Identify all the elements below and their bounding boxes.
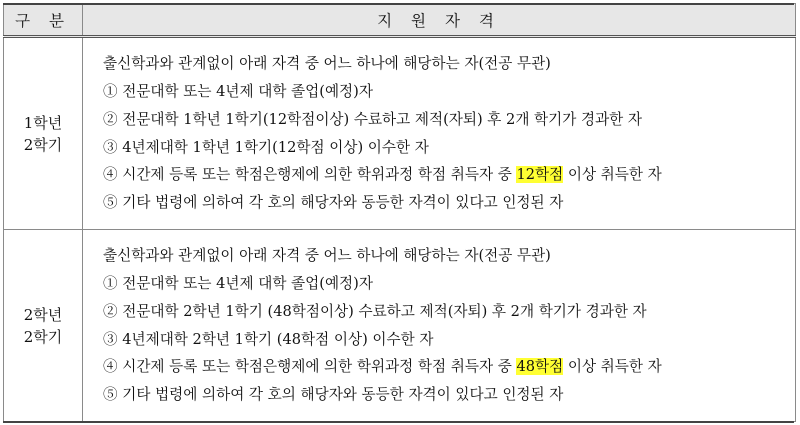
highlighted-credits: 48학점 xyxy=(516,358,564,376)
term-semester: 2학기 xyxy=(23,135,63,154)
term-cell xyxy=(4,37,83,230)
header-category: 구 분 xyxy=(4,4,83,37)
list-item: ③ 4년제대학 2학년 1학기 (48학점 이상) 이수한 자 xyxy=(103,330,434,348)
item-text: ④ 시간제 등록 또는 학점은행제에 의한 학위과정 학점 취득자 중 xyxy=(103,166,517,184)
qualification-cell xyxy=(83,37,796,230)
list-item: ② 전문대학 1학년 1학기(12학점이상) 수료하고 제적(자퇴) 후 2개 학기가 경과한 자 xyxy=(103,110,643,128)
header-qualification: 지 원 자 격 xyxy=(83,4,796,37)
intro-line: 출신학과와 관계없이 아래 자격 중 어느 하나에 해당하는 자(전공 무관) xyxy=(103,55,551,73)
item-text: 이상 취득한 자 xyxy=(563,166,662,184)
intro-line: 출신학과와 관계없이 아래 자격 중 어느 하나에 해당하는 자(전공 무관) xyxy=(103,247,551,265)
qualification-cell xyxy=(83,230,796,422)
term-semester: 2학기 xyxy=(23,327,63,346)
term-year: 2학년 xyxy=(23,305,63,324)
list-item xyxy=(103,161,795,189)
table-row xyxy=(4,37,796,230)
list-item: ⑤ 기타 법령에 의하여 각 호의 해당자와 동등한 자격이 있다고 인정된 자 xyxy=(103,194,564,212)
table-row xyxy=(4,230,796,422)
eligibility-table xyxy=(3,3,796,422)
list-item: ② 전문대학 2학년 1학기 (48학점이상) 수료하고 제적(자퇴) 후 2개 학기가 경과한 자 xyxy=(103,302,647,320)
item-text: 이상 취득한 자 xyxy=(563,358,662,376)
item-text: ④ 시간제 등록 또는 학점은행제에 의한 학위과정 학점 취득자 중 xyxy=(103,358,517,376)
term-year: 1학년 xyxy=(23,113,63,132)
list-item: ③ 4년제대학 1학년 1학기(12학점 이상) 이수한 자 xyxy=(103,138,429,156)
list-item: ① 전문대학 또는 4년제 대학 졸업(예정)자 xyxy=(103,82,373,100)
highlighted-credits: 12학점 xyxy=(516,166,564,184)
list-item xyxy=(103,353,795,381)
list-item: ① 전문대학 또는 4년제 대학 졸업(예정)자 xyxy=(103,274,373,292)
list-item: ⑤ 기타 법령에 의하여 각 호의 해당자와 동등한 자격이 있다고 인정된 자 xyxy=(103,386,564,404)
table-header-row xyxy=(4,4,796,37)
term-cell xyxy=(4,230,83,422)
